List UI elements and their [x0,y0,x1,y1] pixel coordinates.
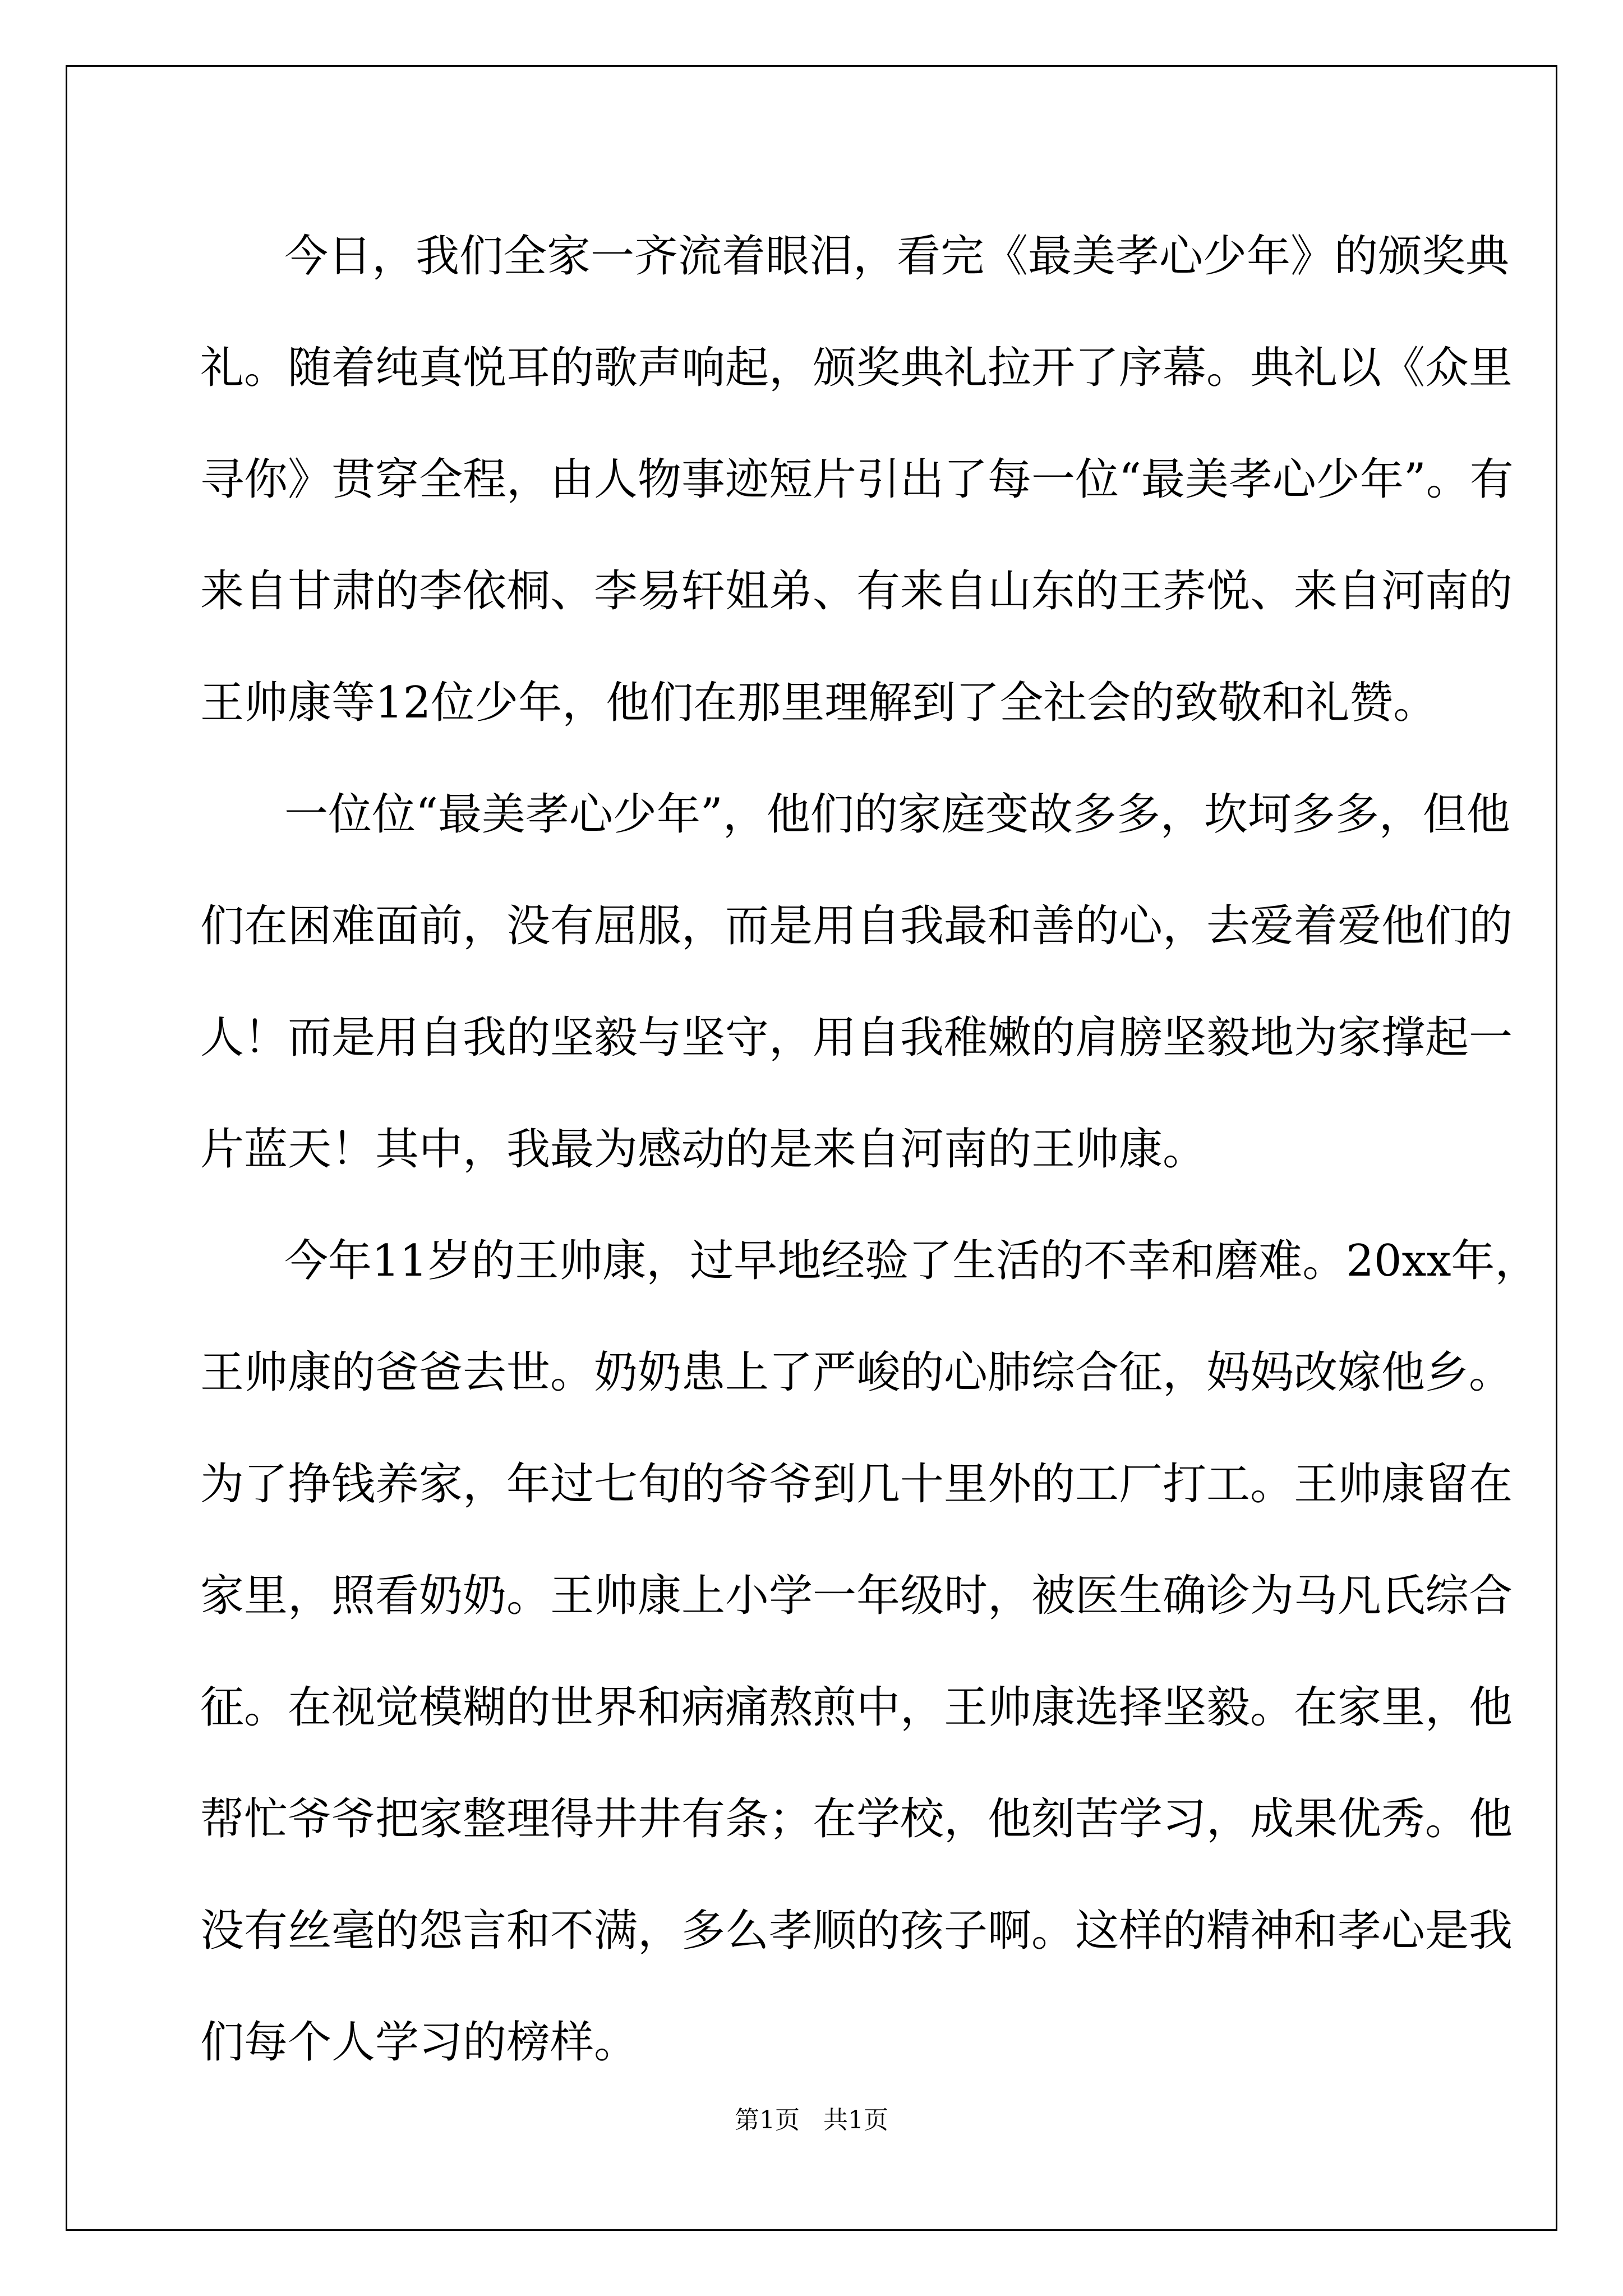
document-body [200,201,1539,2099]
paragraph-2-line-1: 一位位“最美孝心少年”，他们的家庭变故多多，坎坷多多，但他 [284,789,1510,840]
paragraph-1-line-5: 王帅康等12位少年，他们在那里理解到了全社会的致敬和礼赞。 [200,678,1437,728]
paragraph-3-line-3: 为了挣钱养家，年过七旬的爷爷到几十里外的工厂打工。王帅康留在 [200,1459,1513,1510]
paragraph-1-line-1: 今日，我们全家一齐流着眼泪，看完《最美孝心少年》的颁奖典 [284,231,1510,282]
paragraph-2-line-4: 片蓝天！其中，我最为感动的是来自河南的王帅康。 [200,1124,1207,1175]
paragraph-3-line-5: 征。在视觉模糊的世界和病痛熬煎中，王帅康选择坚毅。在家里，他 [200,1682,1513,1733]
paragraph-1-line-2: 礼。随着纯真悦耳的歌声响起，颁奖典礼拉开了序幕。典礼以《众里 [200,343,1513,393]
paragraph-3-line-8: 们每个人学习的榜样。 [200,2017,638,2068]
paragraph-3-line-2: 王帅康的爸爸去世。奶奶患上了严峻的心肺综合征，妈妈改嫁他乡。 [200,1347,1513,1398]
paragraph-3-line-6: 帮忙爷爷把家整理得井井有条；在学校，他刻苦学习，成果优秀。他 [200,1794,1513,1844]
paragraph-1-line-3: 寻你》贯穿全程，由人物事迹短片引出了每一位“最美孝心少年”。有 [200,454,1514,505]
paragraph-3-line-7: 没有丝毫的怨言和不满，多么孝顺的孩子啊。这样的精神和孝心是我 [200,1906,1513,1956]
page-number-footer: 第1页 共1页 [735,2106,888,2134]
paragraph-2-line-3: 人！而是用自我的坚毅与坚守，用自我稚嫩的肩膀坚毅地为家撑起一 [200,1013,1513,1063]
paragraph-3-line-4: 家里，照看奶奶。王帅康上小学一年级时，被医生确诊为马凡氏综合 [200,1571,1513,1621]
paragraph-2-line-2: 们在困难面前，没有屈服，而是用自我最和善的心，去爱着爱他们的 [200,901,1513,951]
paragraph-1-line-4: 来自甘肃的李依桐、李易轩姐弟、有来自山东的王荞悦、来自河南的 [200,566,1513,616]
paragraph-3-line-1: 今年11岁的王帅康，过早地经验了生活的不幸和磨难。20xx年， [284,1236,1539,1286]
